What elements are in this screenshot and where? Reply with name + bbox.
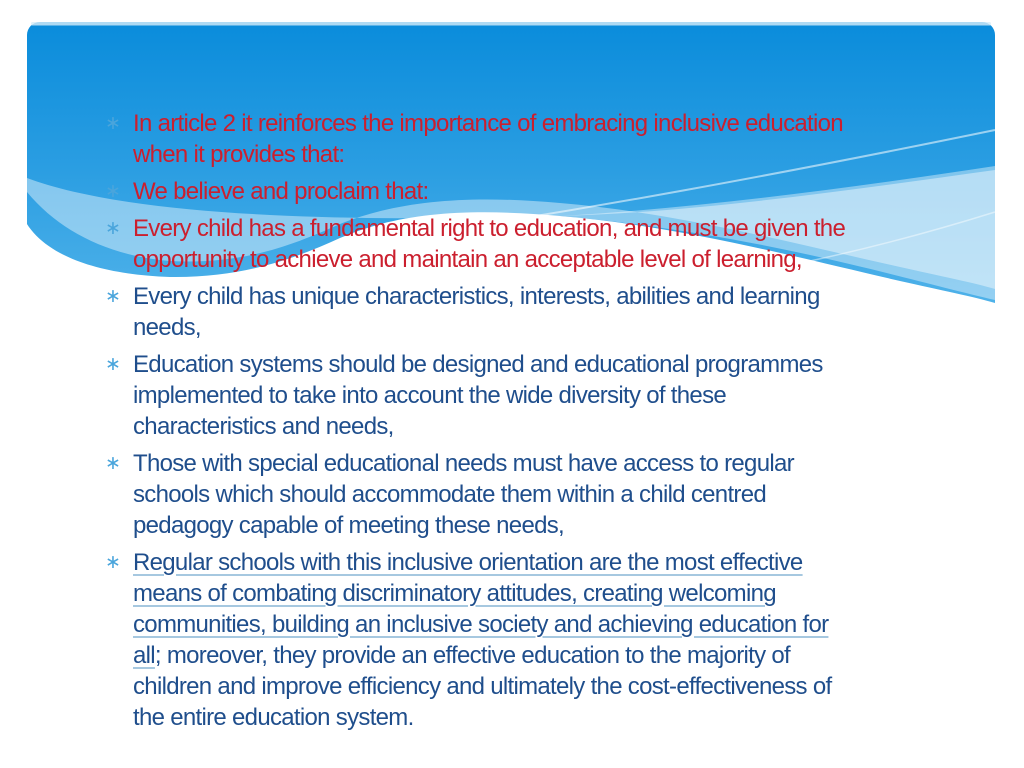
panel-top-highlight [31,22,991,26]
asterisk-bullet-icon: ∗ [105,113,121,134]
bullet-text-line: implemented to take into account the wide diversity of these [133,382,727,409]
bullet-text [133,108,843,170]
asterisk-bullet-icon: ∗ [105,552,121,573]
bullet-text [133,547,831,733]
bullet-text-line: when it provides that: [133,141,345,168]
bullet-text-line: In article 2 it reinforces the importance of embracing inclusive education [133,110,843,137]
bullet-text [133,448,794,541]
bullet-text-line: all; moreover, they provide an effective education to the majority of [133,642,790,669]
bullet-text [133,281,820,343]
bullet-text-line: Every child has unique characteristics, interests, abilities and learning [133,283,820,310]
bullet-text-line: opportunity to achieve and maintain an acceptable level of learning, [133,246,802,273]
bullet-text-line: the entire education system. [133,704,414,731]
asterisk-bullet-icon: ∗ [105,218,121,239]
bullet-text-line: characteristics and needs, [133,413,394,440]
bullet-text-line: means of combating discriminatory attitudes, creating welcoming [133,580,776,607]
bullet-item [99,448,979,541]
asterisk-bullet-icon: ∗ [105,181,121,202]
bullet-text-line: schools which should accommodate them within a child centred [133,481,767,508]
bullet-text-line: pedagogy capable of meeting these needs, [133,512,565,539]
bullet-list [99,108,979,739]
bullet-text-line: We believe and proclaim that: [133,178,429,205]
asterisk-bullet-icon: ∗ [105,453,121,474]
bullet-item [99,281,979,343]
bullet-text-line: Regular schools with this inclusive orientation are the most effective [133,549,803,576]
bullet-text [133,349,823,442]
asterisk-bullet-icon: ∗ [105,286,121,307]
bullet-text [133,213,845,275]
bullet-item [99,176,979,207]
asterisk-bullet-icon: ∗ [105,354,121,375]
bullet-text-line: Education systems should be designed and educational programmes [133,351,823,378]
bullet-item [99,349,979,442]
bullet-text-line: communities, building an inclusive society and achieving education for [133,611,829,638]
bullet-text-line: Those with special educational needs must have access to regular [133,450,794,477]
bullet-item [99,547,979,733]
bullet-item [99,108,979,170]
bullet-text-line: children and improve efficiency and ultimately the cost-effectiveness of [133,673,832,700]
bullet-item [99,213,979,275]
bullet-text [133,176,428,207]
bullet-text-line: needs, [133,314,201,341]
bullet-text-line: Every child has a fundamental right to education, and must be given the [133,215,846,242]
